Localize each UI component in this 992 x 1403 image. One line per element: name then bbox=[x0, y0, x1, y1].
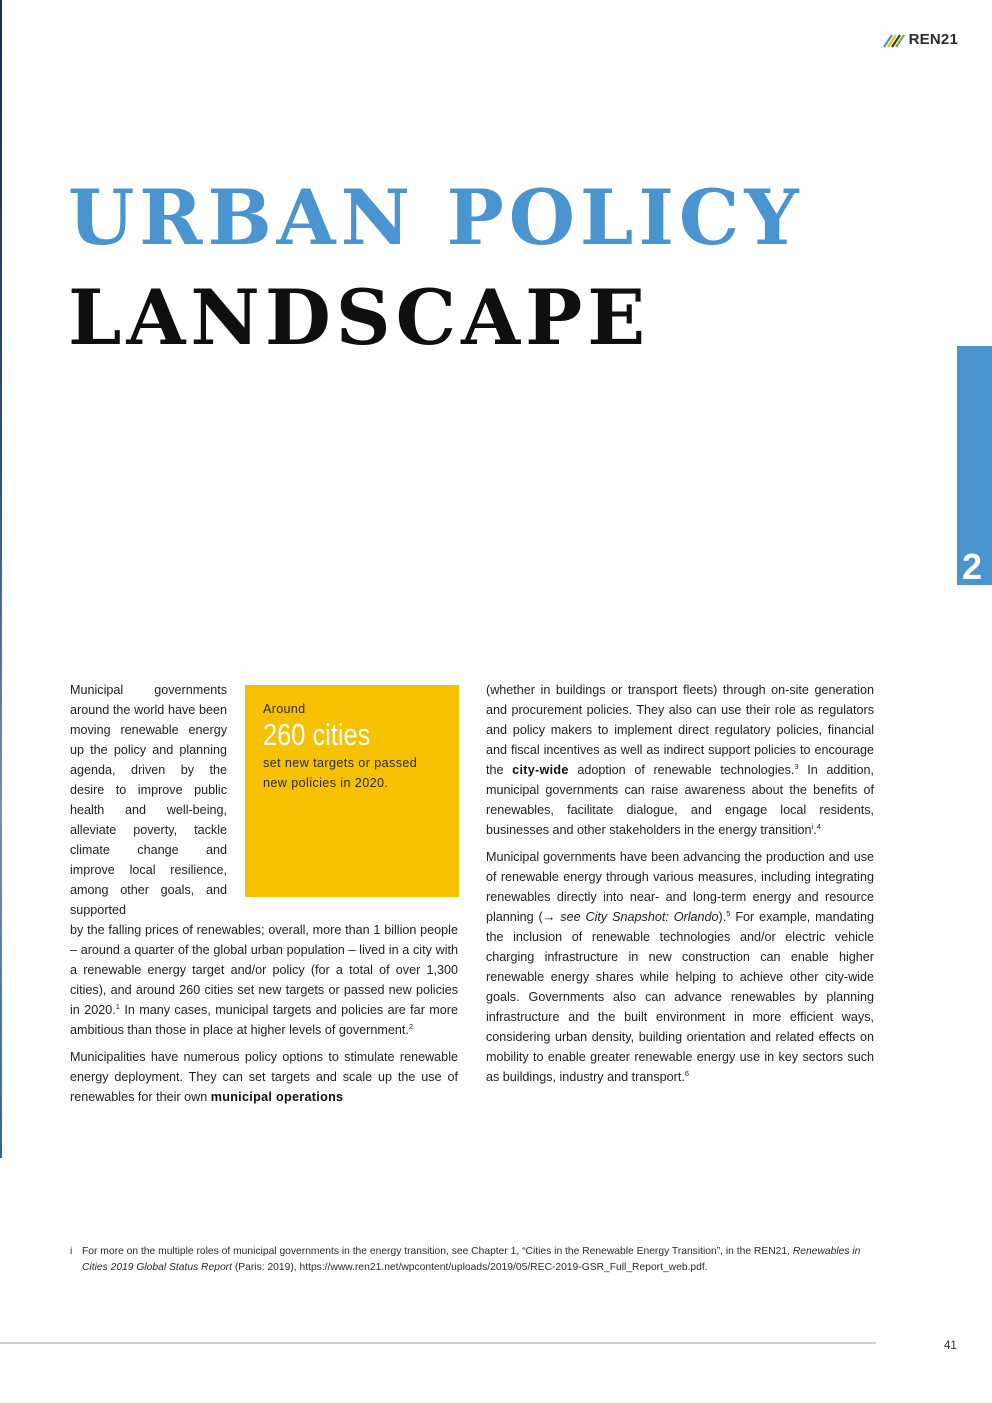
text-span: . bbox=[813, 823, 817, 837]
text-span: Municipalities have numerous policy options to stimulate renewable energy deployment. They can set targets and scale up the use of renewables for their own bbox=[70, 1050, 458, 1104]
paragraph-measures bbox=[486, 847, 874, 1087]
footnote-ref: 4 bbox=[816, 822, 821, 831]
text-span: In many cases, municipal targets and policies are far more ambitious than those in place at higher levels of government. bbox=[70, 1003, 458, 1037]
keyword-municipal-operations: municipal operations bbox=[210, 1090, 344, 1104]
cross-reference: see City Snapshot: Orlando bbox=[560, 910, 719, 924]
footnote-text bbox=[82, 1244, 870, 1276]
title-line-1: URBAN POLICY bbox=[68, 173, 804, 262]
footnote-ref: 2 bbox=[408, 1022, 414, 1031]
text-span: by the falling prices of renewables; overall, more than 1 billion people – around a quarter of the global urban population – lived in a city with a renewable energy target and/or policy (for a total of over 1,300 cities), and around 260 cities set new targets or passed new policies in 2020. bbox=[70, 923, 458, 1017]
footnote-ref: 5 bbox=[726, 909, 731, 918]
logo-text: REN21 bbox=[908, 31, 958, 48]
text-span: For example, mandating the inclusion of renewable technologies and/or electric vehicle charging infrastructure in new construction can enable higher renewable energy shares while helping to achieve other city-wide goals. Governments also can advance renewables by planning infrastructure and the built environment in more efficient ways, considering urban density, building orientation and related effects on mobility to enable greater renewable energy use in key sectors such as buildings, industry and transport. bbox=[486, 910, 874, 1084]
text-span: (whether in buildings or transport fleets) through on-site generation and procurement policies. They also can use their role as regulators and policy makers to implement direct regulatory policies, financial and fiscal incentives as well as indirect support policies to encourage the bbox=[486, 683, 874, 777]
callout-highlight: 260 cities bbox=[263, 717, 371, 752]
footnote-ref: 6 bbox=[684, 1069, 689, 1078]
footnote-marker: i bbox=[70, 1246, 73, 1257]
report-title: Renewables in Cities 2019 Global Status Report bbox=[82, 1246, 861, 1273]
footnote-ref: 3 bbox=[794, 762, 799, 771]
footnote bbox=[70, 1244, 870, 1276]
text-span: Municipal governments have been advancing the production and use of renewable energy through various measures, including integrating renewables directly into near- and long-term energy and resource planning (→ bbox=[486, 850, 874, 924]
page-number: 41 bbox=[944, 1340, 957, 1352]
paragraph-intro-narrow: Municipal governments around the world have been moving renewable energy up the policy and planning agenda, driven by the desire to improve public health and well-being, alleviate poverty, tackle climate change and improve local resilience, among other goals, and supported bbox=[70, 683, 227, 917]
text-span: For more on the multiple roles of municipal governments in the energy transition, see Chapter 1, “Cities in the Renewable Energy Transition”, in the REN21, bbox=[82, 1246, 793, 1257]
text-span: In addition, municipal governments can raise awareness about the benefits of renewables, facilitate dialogue, and engage local residents, businesses and other stakeholders in the energy transition bbox=[486, 763, 874, 837]
footnote-ref: i bbox=[811, 822, 814, 831]
left-column bbox=[70, 680, 458, 1107]
callout-lead: Around bbox=[263, 702, 306, 716]
right-column bbox=[486, 680, 874, 1087]
chapter-tab bbox=[957, 346, 992, 585]
paragraph-procurement bbox=[486, 680, 874, 840]
title-line-2: LANDSCAPE bbox=[68, 273, 651, 362]
keyword-city-wide: city-wide bbox=[512, 763, 569, 777]
left-edge-rule bbox=[0, 0, 2, 1158]
text-span: (Paris: 2019), https://www.ren21.net/wpcontent/uploads/2019/05/REC-2019-GSR_Full_Report_web.pdf. bbox=[231, 1262, 708, 1273]
ren21-logo-icon bbox=[883, 32, 905, 48]
paragraph-intro-continued bbox=[70, 920, 458, 1040]
footer-rule bbox=[0, 1342, 876, 1344]
footnote-ref: 1 bbox=[115, 1002, 120, 1011]
ren21-logo bbox=[883, 31, 958, 48]
page-title bbox=[68, 168, 804, 368]
text-span: ). bbox=[718, 910, 727, 924]
paragraph-policy-options bbox=[70, 1047, 458, 1107]
callout-text: set new targets or passed new policies in 2020. bbox=[263, 756, 418, 790]
text-span: adoption of renewable technologies. bbox=[568, 763, 795, 777]
chapter-number: 2 bbox=[961, 546, 982, 587]
